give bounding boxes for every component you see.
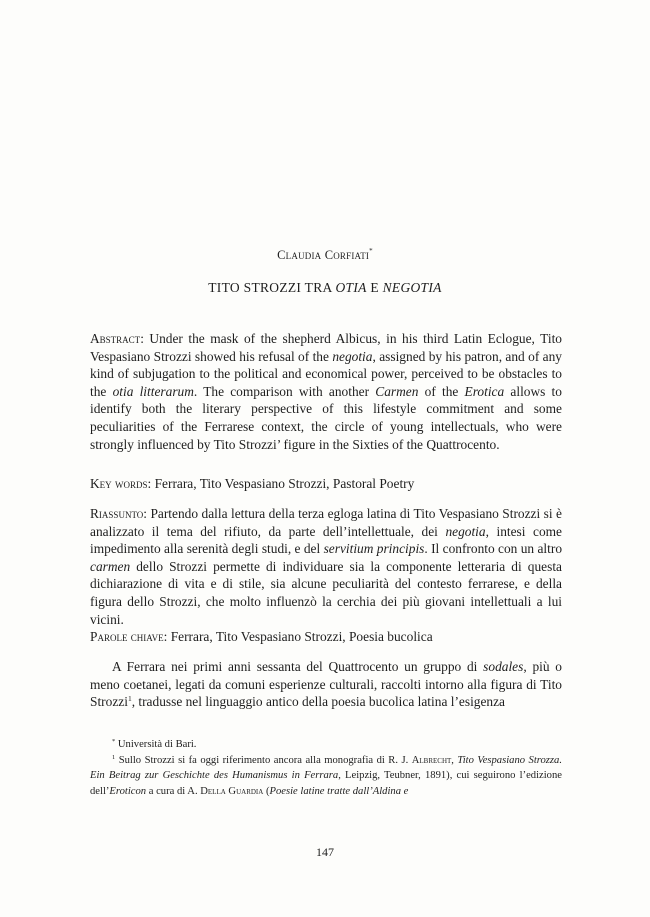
footnote-text: ,: [451, 754, 458, 766]
abstract-label: Abstract: [90, 331, 141, 346]
body-italic: sodales: [483, 659, 524, 674]
title-otia: OTIA: [335, 280, 367, 295]
abstract-paragraph: [90, 330, 562, 453]
body-text: , tradusse nel linguaggio antico della poesia bucolica latina l’esigenza: [131, 694, 506, 710]
footnote-1: [90, 753, 562, 800]
riassunto-italic: servitium principis: [323, 541, 425, 557]
keywords-paragraph: [90, 475, 562, 493]
riassunto-label: Riassunto: [90, 506, 144, 521]
parole-chiave-text: : Ferrara, Tito Vespasiano Strozzi, Poesia bucolica: [163, 629, 433, 644]
footnote-text: , Leipzig, Teubner, 1891), cui seguirono l’edizione dell’: [90, 770, 562, 797]
riassunto-italic: negotia: [445, 523, 486, 539]
keywords-text: : Ferrara, Tito Vespasiano Strozzi, Pastoral Poetry: [147, 476, 415, 491]
riassunto-paragraph: [90, 505, 562, 628]
footnotes: [90, 737, 562, 799]
footnote-mark: 1: [112, 753, 116, 761]
abstract-text: : Under the mask of the shepherd Albicus, in his third Latin Eclogue, Tito Vespasiano Strozzi showed his refusal of the: [90, 331, 562, 364]
footnote-ref-1[interactable]: 1: [127, 694, 132, 704]
author-footnote-mark[interactable]: *: [369, 247, 373, 255]
abstract-text: allows to identify both the literary perspective of this lifestyle commitment and some peculiarities of the Ferrarese context, the circle of young intellectuals, who were strongly influenced by Tito Strozzi’ figure in the Sixties of the Quattrocento.: [90, 383, 562, 452]
body-text: A Ferrara nei primi anni sessanta del Quattrocento un gruppo di: [112, 659, 484, 674]
parole-chiave-label: Parole chiave: [90, 629, 164, 644]
footnote-smallcaps: Della Guardia: [200, 785, 264, 797]
article-title: [0, 280, 650, 296]
title-prefix: TITO STROZZI TRA: [208, 280, 336, 295]
footnote-text: a cura di A.: [146, 785, 201, 797]
riassunto-italic: carmen: [90, 558, 131, 574]
footnote-text: (: [263, 785, 270, 797]
abstract-italic: negotia: [332, 348, 373, 364]
abstract-text: of the: [418, 383, 465, 399]
body-text: , più o meno coetanei, legati da comuni esperienze culturali, raccolti intorno alla figura di Tito Strozzi: [90, 659, 562, 710]
title-negotia: NEGOTIA: [382, 280, 442, 295]
footnote-affiliation: [90, 737, 562, 753]
riassunto-text: dello Strozzi permette di individuare sia la componente letteraria di questa dichiarazione di vita e di stile, sia alcune peculiarità del contesto ferrarese, e della figura dello Strozzi, che molto influenzò la cerchia dei più giovani intellettuali a lui vicini.: [90, 558, 562, 627]
abstract-text: , assigned by his patron, and of any kind of subjugation to the political and economical power, perceived to be obstacles to the: [90, 348, 562, 399]
abstract-text: . The comparison with another: [193, 383, 376, 399]
riassunto-text: : Partendo dalla lettura della terza egloga latina di Tito Vespasiano Strozzi si è analizzato il tema del rifiuto, da parte dell’intellettuale, dei: [90, 506, 562, 539]
parole-chiave-paragraph: [90, 628, 562, 646]
footnote-italic: Eroticon: [109, 785, 147, 797]
footnote-text: Sullo Strozzi si fa oggi riferimento ancora alla monografia di R. J.: [115, 754, 412, 766]
author-name: [0, 247, 650, 263]
footnote-smallcaps: Albrecht: [411, 754, 452, 766]
footnote-italic: Tito Vespasiano Strozza. Ein Beitrag zur Geschichte des Humanismus in Ferrara: [90, 754, 563, 782]
abstract-italic: Erotica: [464, 383, 505, 399]
author-name-text: Claudia Corfiati: [277, 248, 370, 262]
page-number: 147: [316, 845, 334, 859]
footnote-text: Università di Bari.: [115, 739, 197, 750]
title-conjunction: E: [366, 280, 383, 295]
footnote-mark: *: [112, 738, 116, 745]
keywords-label: Key words: [90, 476, 148, 491]
abstract-italic: Carmen: [375, 383, 419, 399]
body-paragraph: [90, 658, 562, 711]
riassunto-text: . Il confronto con un altro: [424, 541, 563, 557]
footnote-italic: Poesie latine tratte dall’Aldina e: [269, 785, 409, 797]
abstract-italic: otia litterarum: [112, 383, 194, 399]
riassunto-text: , intesi come impedimento alla serenità degli studi, e del: [90, 523, 563, 557]
